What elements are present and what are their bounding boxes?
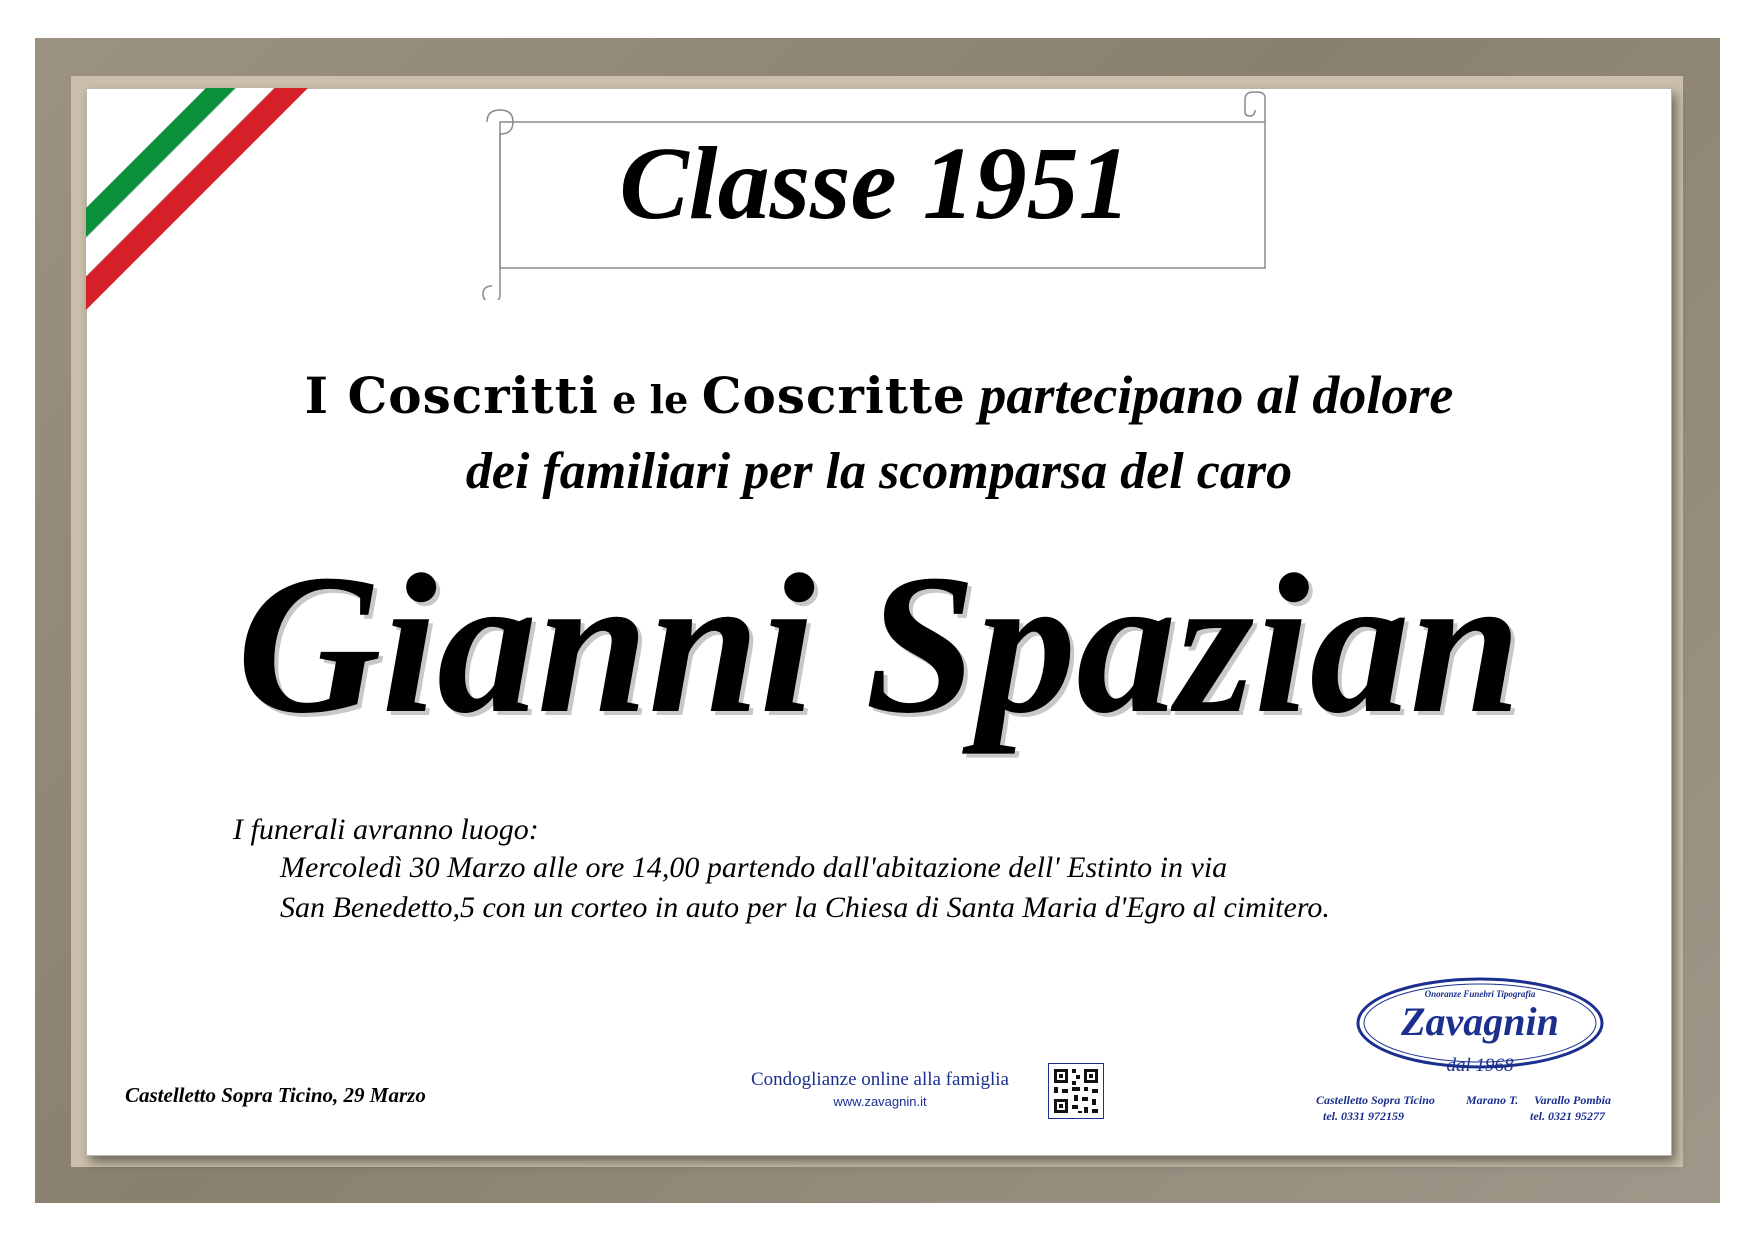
condolences-label: Condoglianze online alla famiglia — [750, 1069, 1009, 1090]
logo-tagline: Onoranze Funebri Tipografia — [1424, 989, 1536, 999]
funeral-line-2: San Benedetto,5 con un corteo in auto per la Chiesa di Santa Maria d'Egro al cimitero. — [280, 891, 1330, 924]
notice-title: Classe 1951 — [619, 126, 1131, 241]
message-word-e-le: e le — [612, 377, 689, 422]
branch-2-city: Marano T. — [1466, 1093, 1519, 1107]
funeral-line-1: Mercoledì 30 Marzo alle ore 14,00 partendo dall'abitazione dell' Estinto in via — [280, 851, 1228, 884]
message-word-coscritti: I Coscritti — [304, 366, 599, 425]
message-line-2: dei familiari per la scomparsa del caro — [465, 443, 1293, 500]
message-word-coscritte: Coscritte — [701, 366, 966, 425]
logo-name: Zavagnin — [1401, 999, 1559, 1044]
message-word-partecipano: partecipano al dolore — [979, 365, 1454, 425]
branch-1-city: Castelletto Sopra Ticino — [1316, 1093, 1435, 1107]
italian-flag-ribbon-icon — [86, 88, 346, 358]
branch-3-city: Varallo Pombia — [1534, 1093, 1612, 1107]
branch-1-phone: tel. 0331 972159 — [1323, 1109, 1404, 1123]
funeral-heading: I funerali avranno luogo: — [233, 813, 539, 846]
place-date: Castelletto Sopra Ticino, 29 Marzo — [125, 1083, 426, 1107]
message-line-1 — [86, 364, 1672, 426]
logo-since: dal 1968 — [1446, 1055, 1514, 1076]
qr-code-icon[interactable] — [1048, 1063, 1104, 1119]
website-link[interactable]: www.zavagnin.it — [833, 1094, 927, 1109]
branch-3-phone: tel. 0321 95277 — [1530, 1109, 1605, 1123]
deceased-name: Gianni Spazian — [237, 534, 1521, 755]
